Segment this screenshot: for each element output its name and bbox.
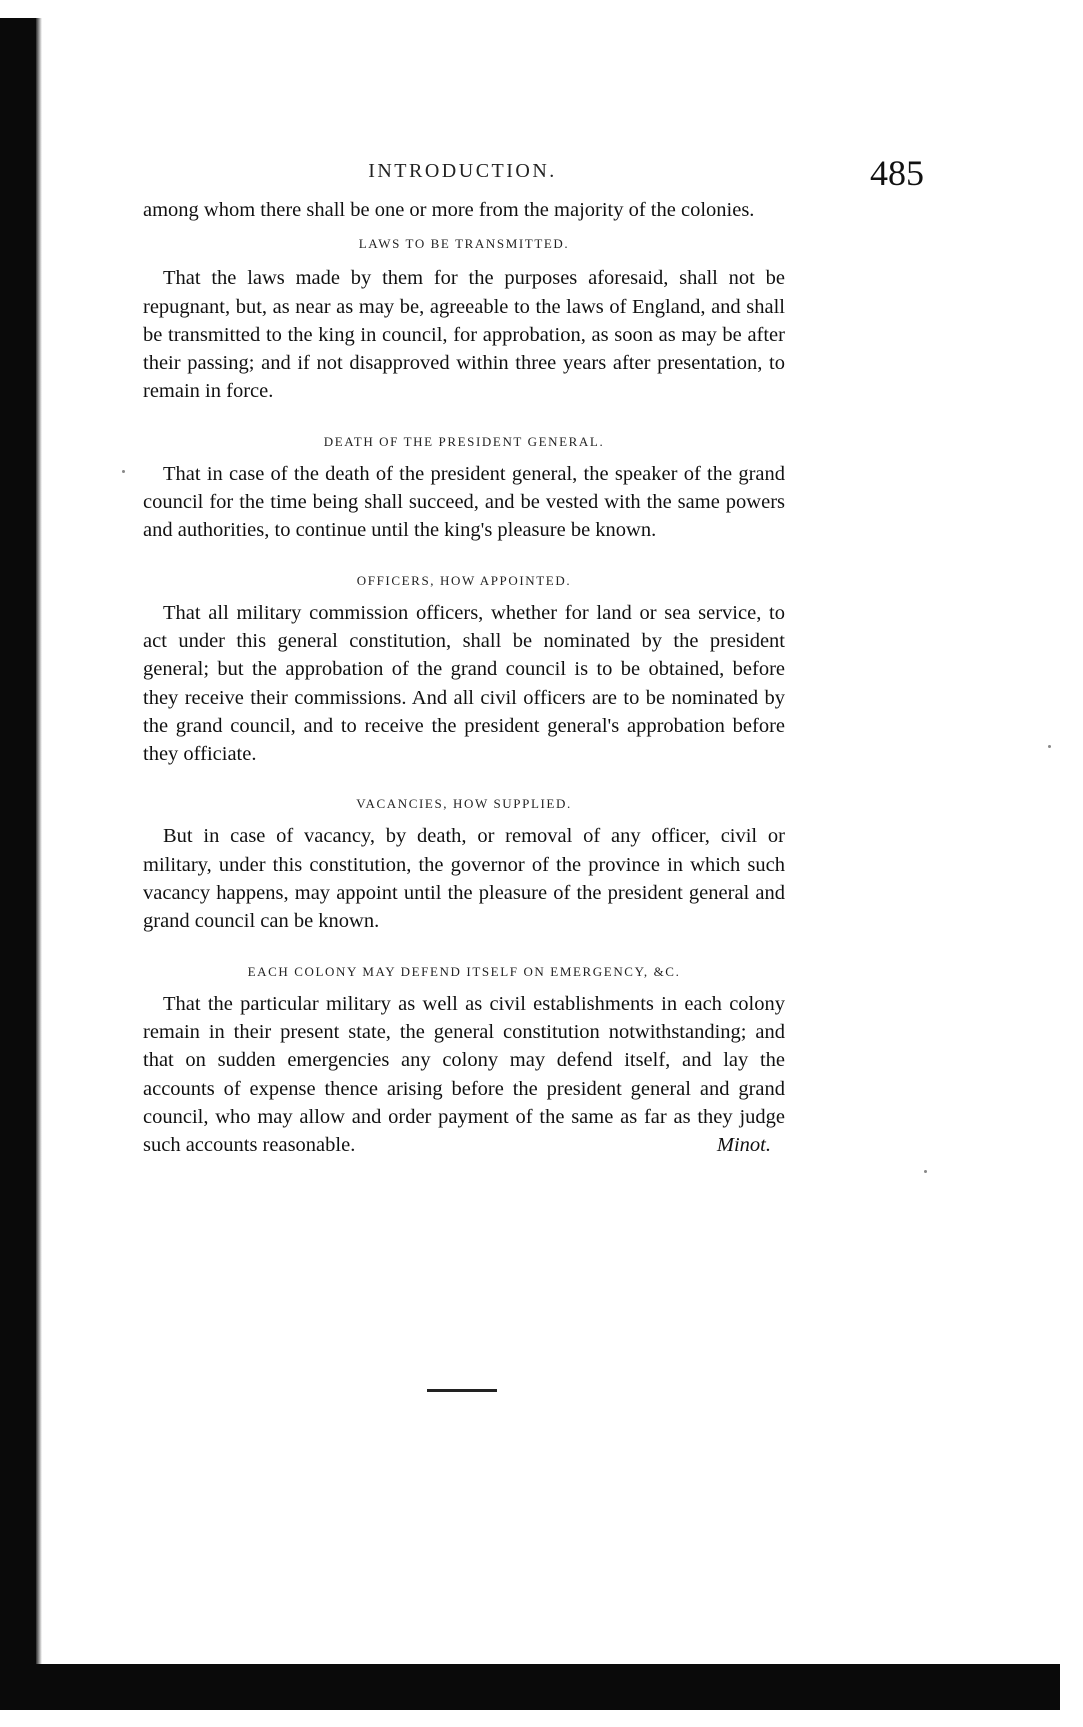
paragraph-officers: That all military commission officers, whether for land or sea service, to act under this general constitution, shall be nominated by the president general; but the approbation of the grand council is to be obtained, before they receive their commissions. And all civil officers are to be nominated by the grand council, and to receive the president general's approbation before they officiate. [143,601,785,766]
section-heading-emergency: EACH COLONY MAY DEFEND ITSELF ON EMERGENCY, &C. [247,963,681,979]
running-head [140,153,924,200]
paragraph-emergency [143,990,785,1160]
page-body [143,196,785,1159]
section-heading-death: DEATH OF THE PRESIDENT GENERAL. [323,433,605,449]
end-rule [427,1389,497,1392]
section-heading-officers: OFFICERS, HOW APPOINTED. [356,572,572,588]
paragraph-vacancies: But in case of vacancy, by death, or removal of any officer, civil or military, under this constitution, the governor of the province in which such vacancy happens, may appoint until the pleasure of the president general and grand council can be known. [143,825,785,933]
scan-left-edge [0,18,36,1698]
signature: Minot. [716,1134,771,1157]
paragraph-continuation: among whom there shall be one or more from the majority of the colonies. [143,199,755,221]
section-heading-vacancies: VACANCIES, HOW SUPPLIED. [356,796,572,812]
page-number: 485 [870,153,924,193]
scan-speck [1048,745,1051,748]
scan-left-edge-shadow [36,18,42,1698]
paragraph-laws: That the laws made by them for the purposes aforesaid, shall not be repugnant, but, as near as may be, agreeable to the laws of England, and shall be transmitted to the king in council, for approbation, as soon as may be after their passing; and if not disapproved within three years after presentation, to remain in force. [143,267,785,403]
scan-speck [122,470,125,473]
scan-speck [924,1170,927,1173]
paragraph-death: That in case of the death of the president general, the speaker of the grand council for the time being shall succeed, and be vested with the same powers and authorities, to continue until the king's pleasure be known. [143,462,785,542]
running-title: INTRODUCTION. [368,160,557,182]
section-heading-laws: LAWS TO BE TRANSMITTED. [358,236,570,252]
paragraph-emergency-text: That the particular military as well as civil establishments in each colony remain in their present state, the general constitution notwithstanding; and that on sudden emergencies any colony may defend itself, and lay the accounts of expense thence arising before the president general and grand council, who may allow and order payment of the same as far as they judge such accounts reasonable. [143,992,785,1157]
scan-bottom-edge [0,1664,1060,1710]
